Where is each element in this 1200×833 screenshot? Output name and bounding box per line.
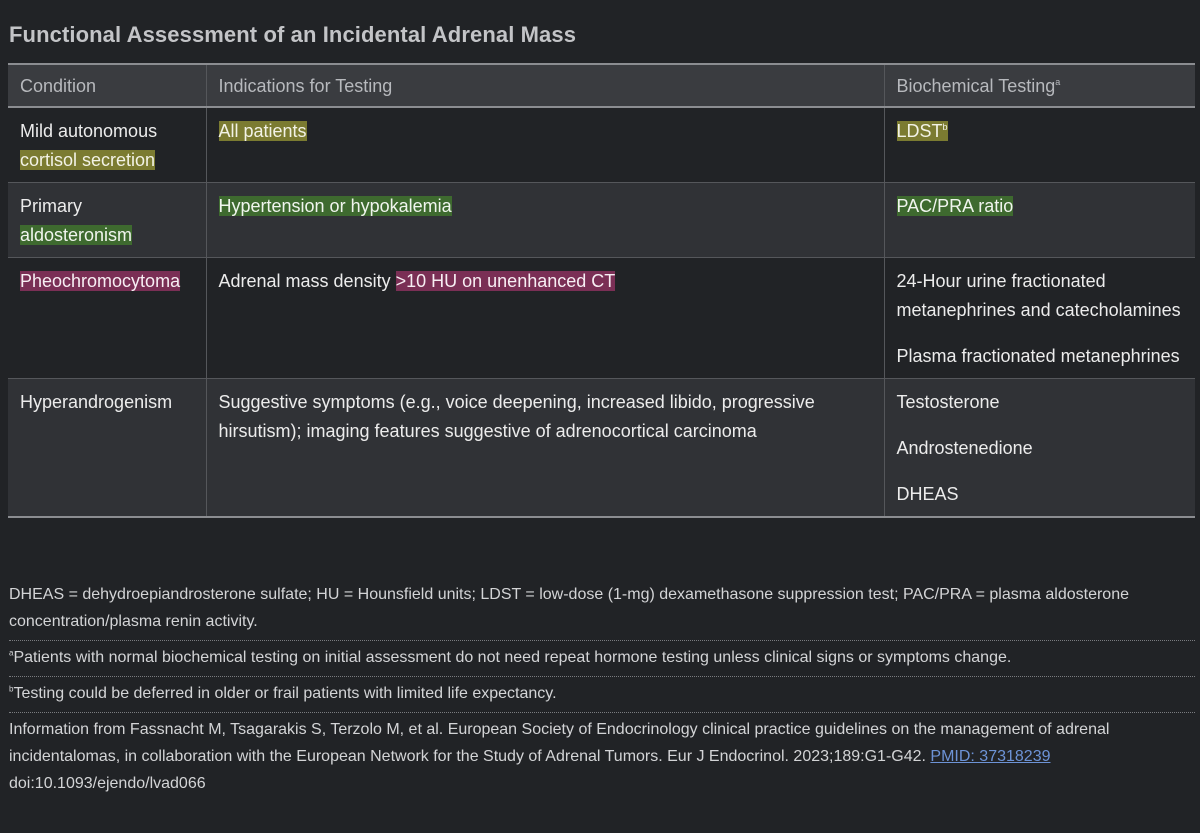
doi-text: doi:10.1093/ejendo/lvad066 [9, 775, 206, 792]
highlight-test: PAC/PRA ratio [896, 196, 1014, 216]
highlight-indication: All patients [218, 121, 307, 141]
test-item: Plasma fractionated metanephrines [896, 346, 1180, 366]
condition-cell [8, 107, 206, 183]
indication-cell [206, 183, 884, 258]
highlight-indication: >10 HU on unenhanced CT [395, 271, 616, 291]
condition-text: Mild autonomous [20, 121, 158, 141]
condition-cell [8, 379, 206, 518]
table-row [8, 379, 1195, 518]
testing-cell [884, 258, 1195, 379]
footnote-a-marker: a [1055, 77, 1061, 87]
header-biochemical-testing: Biochemical Testing$^a$ [884, 64, 1195, 107]
table-row [8, 183, 1195, 258]
assessment-table [8, 63, 1195, 518]
table-title: Functional Assessment of an Incidental Adrenal Mass [9, 22, 577, 47]
test-item: Androstenedione [896, 438, 1033, 458]
footnote-a-marker: a [9, 648, 14, 658]
highlight-test: LDST$^b$ [896, 121, 948, 141]
table-footnotes [9, 578, 1195, 802]
header-indications: Indications for Testing [206, 64, 884, 107]
test-item: DHEAS [896, 484, 959, 504]
highlight-indication: Hypertension or hypokalemia [218, 196, 452, 216]
indication-text: Adrenal mass density [218, 271, 391, 291]
testing-cell [884, 379, 1195, 518]
footnote-b-marker: b [9, 684, 14, 694]
indication-cell [206, 379, 884, 518]
condition-text: Hyperandrogenism [20, 392, 173, 412]
condition-cell [8, 183, 206, 258]
footnote-b-marker: b [942, 122, 948, 132]
indication-cell [206, 107, 884, 183]
indication-cell [206, 258, 884, 379]
abbreviations-note: DHEAS = dehydroepiandrosterone sulfate; HU = Hounsfield units; LDST = low-dose (1-mg) dexamethasone suppression test; PAC/PRA = plasma aldosterone concentration/plasma renin activity. [9, 578, 1195, 641]
test-item: 24-Hour urine fractionated metanephrines and catecholamines [896, 271, 1181, 320]
highlight-condition: aldosteronism [20, 225, 133, 245]
citation-text: Information from Fassnacht M, Tsagarakis S, Terzolo M, et al. European Society of Endocrinology clinical practice guidelines on the management of adrenal incidentalomas, in collaboration with the European Network for the Study of Adrenal Tumors. Eur J Endocrinol. 2023;189:G1-G42. [9, 721, 1110, 765]
condition-cell [8, 258, 206, 379]
highlight-condition: cortisol secretion [20, 150, 156, 170]
test-item: Testosterone [896, 392, 1000, 412]
pmid-link[interactable]: PMID: 37318239 [930, 748, 1051, 765]
indication-text: Suggestive symptoms (e.g., voice deepening, increased libido, progressive hirsutism); imaging features suggestive of adrenocortical carcinoma [218, 392, 815, 441]
footnote-a: $^a$Patients with normal biochemical testing on initial assessment do not need repeat hormone testing unless clinical signs or symptoms change. [9, 641, 1195, 677]
condition-text: Primary [20, 196, 82, 216]
table-row [8, 258, 1195, 379]
source-citation [9, 713, 1195, 802]
table-row [8, 107, 1195, 183]
testing-cell [884, 107, 1195, 183]
header-condition: Condition [20, 76, 97, 96]
highlight-condition: Pheochromocytoma [20, 271, 181, 291]
footnote-b: $^b$Testing could be deferred in older or frail patients with limited life expectancy. [9, 677, 1195, 713]
table-header-row [8, 64, 1195, 107]
testing-cell [884, 183, 1195, 258]
